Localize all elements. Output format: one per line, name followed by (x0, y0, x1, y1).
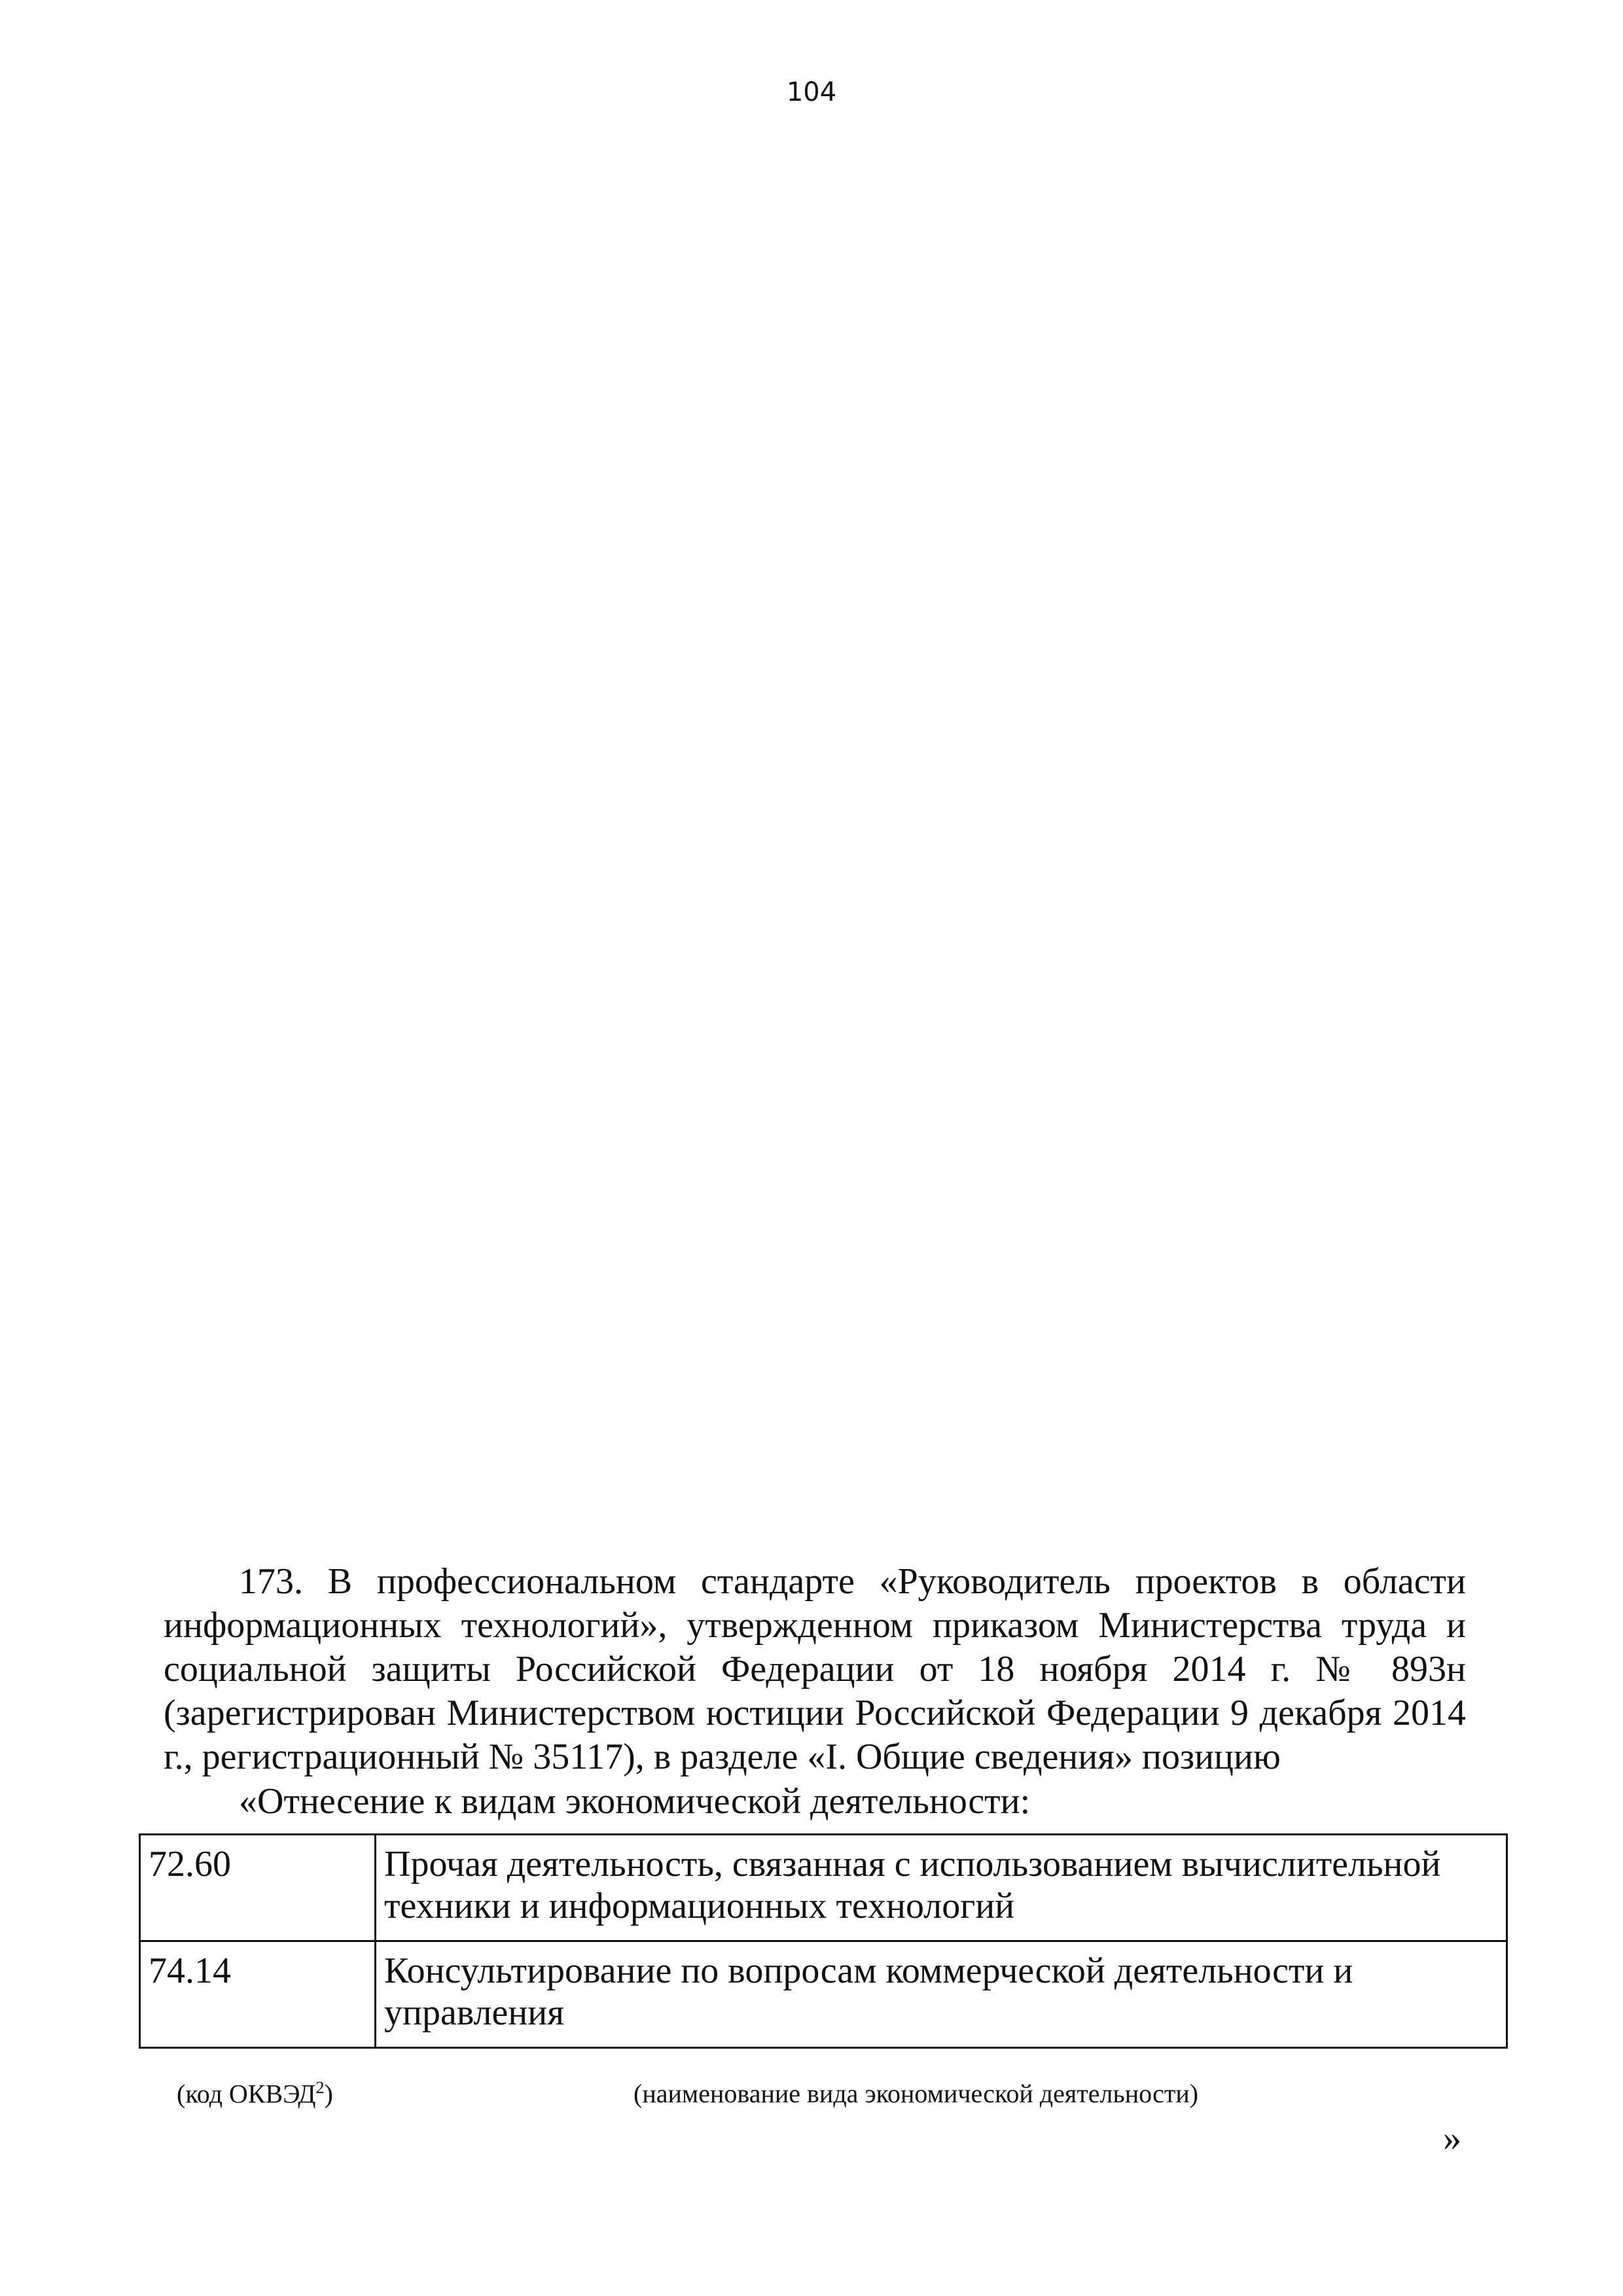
activity-name-cell: Прочая деятельность, связанная с использованием вычислительной техники и информационных технологий (376, 1835, 1507, 1941)
table-lead-text: «Отнесение к видам экономической деятельности: (239, 1781, 1031, 1822)
okved-code-cell: 74.14 (140, 1941, 376, 2048)
okved-code-cell: 72.60 (140, 1835, 376, 1941)
activity-name-caption: (наименование вида экономической деятельности) (633, 2079, 1199, 2108)
activity-name-cell: Консультирование по вопросам коммерческой деятельности и управления (376, 1941, 1507, 2048)
closing-quote-mark: » (1443, 2118, 1461, 2159)
okved-table (139, 1833, 1508, 2049)
okved-code-caption (177, 2078, 333, 2109)
okved-code-caption-label: (код ОКВЭД (177, 2079, 316, 2109)
table-row (140, 1941, 1507, 2048)
page-number: 104 (786, 77, 837, 107)
table-row (140, 1835, 1507, 1941)
footnote-marker: 2 (315, 2078, 325, 2097)
okved-code-caption-close: ) (324, 2079, 333, 2109)
amendment-paragraph: 173. В профессиональном стандарте «Руководитель проектов в области информационных технологий», утвержденном приказом Министерства труда и социальной защиты Российской Федерации от 18 ноября 2014 г. № 893н (зарегистрирован Министерством юстиции Российской Федерации 9 декабря 2014 г., регистрационный № 35117), в разделе «I. Общие сведения» позицию (164, 1561, 1466, 1777)
